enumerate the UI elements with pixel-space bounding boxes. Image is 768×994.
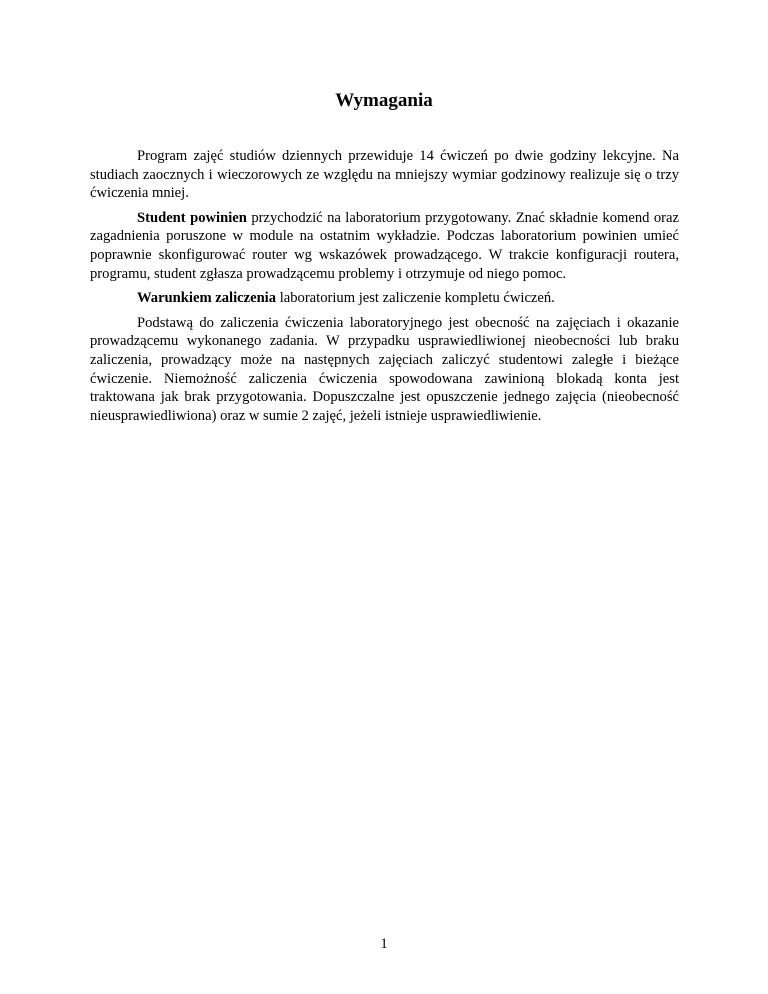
paragraph-podstawa bbox=[90, 314, 679, 426]
body-text bbox=[90, 147, 679, 431]
paragraph-text: Program zajęć studiów dziennych przewiduje 14 ćwiczeń po dwie godziny lekcyjne. Na studiach zaocznych i wieczorowych ze względu na mniejszy wymiar godzinowy realizuje się o trzy ćwiczenia mniej. bbox=[90, 148, 679, 202]
page-title: Wymagania bbox=[335, 90, 433, 111]
paragraph-text: Podstawą do zaliczenia ćwiczenia laboratoryjnego jest obecność na zajęciach i okazanie prowadzącemu wykonanego zadania. W przypadku usprawiedliwionej nieobecności lub braku zaliczenia, prowadzący może na następnych zajęciach zaliczyć studentowi zaległe i bieżące ćwiczenie. Niemożność zaliczenia ćwiczenia spowodowana zawinioną blokadą konta jest traktowana jak brak przygotowania. Dopuszczalne jest opuszczenie jednego zajęcia (nieobecność nieusprawiedliwiona) oraz w sumie 2 zajęć, jeżeli istnieje usprawiedliwienie. bbox=[90, 314, 679, 424]
paragraph-text: przychodzić na laboratorium przygotowany. Znać składnie komend oraz zagadnienia poruszone w module na ostatnim wykładzie. Podczas laboratorium powinien umieć poprawnie skonfigurować router wg wskazówek prowadzącego. W trakcie konfiguracji routera, programu, student zgłasza prowadzącemu problemy i otrzymuje od niego pomoc. bbox=[90, 209, 680, 282]
paragraph-student bbox=[90, 209, 679, 283]
paragraph-warunek bbox=[90, 289, 679, 308]
paragraph-lead: Student powinien bbox=[137, 209, 247, 226]
paragraph-program bbox=[90, 147, 679, 203]
paragraph-lead: Warunkiem zaliczenia bbox=[137, 290, 277, 307]
paragraph-text: laboratorium jest zaliczenie kompletu ćwiczeń. bbox=[276, 290, 555, 307]
page-number: 1 bbox=[380, 936, 388, 952]
